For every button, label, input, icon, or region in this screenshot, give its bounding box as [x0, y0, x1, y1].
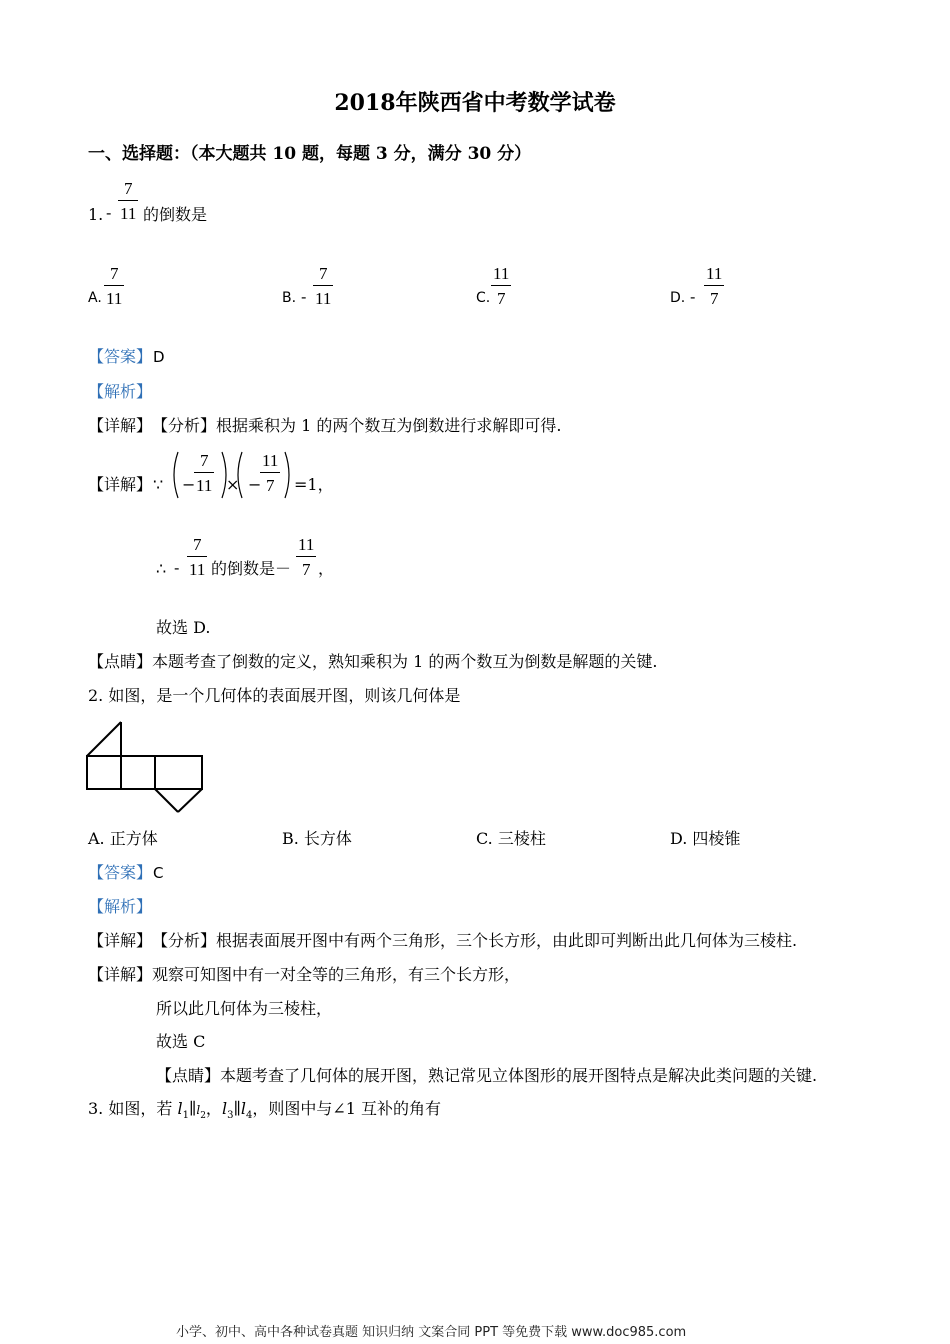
q3-parallel-1: ∥ [188, 1099, 197, 1118]
q1-analysis-line: 【分析】根据乘积为 1 的两个数互为倒数进行求解即可得. [152, 416, 562, 435]
eq-frac-1-num: 7 [199, 451, 209, 470]
therefore-frac-1-num: 7 [192, 535, 202, 554]
q1-answer: D [153, 348, 165, 366]
therefore-frac-2-num: 11 [298, 535, 315, 554]
q1-frac-num: 7 [123, 179, 133, 198]
net-bottom-triangle-left [155, 789, 178, 812]
eq-equals-one: =1， [294, 475, 334, 494]
q2-detail-tag: 【详解】 [88, 965, 153, 984]
eq-frac-2-den: 7 [260, 472, 280, 494]
option-num: 11 [493, 264, 510, 283]
q1-number: 1. [88, 205, 104, 224]
q2-answer: C [153, 864, 164, 882]
q1-comment-tag: 【点睛】 [88, 652, 153, 671]
q2-answer-tag: 【答案】 [88, 863, 153, 882]
q2-choose: 故选 C [156, 1032, 206, 1051]
q1-choose: 故选 D. [156, 618, 211, 637]
q3-sub3: 3 [227, 1110, 234, 1122]
eq-times: × [226, 475, 240, 494]
because-symbol: ∵ [153, 475, 164, 494]
option-fraction [704, 265, 724, 307]
q2-analysis-detail-tag: 【详解】 [88, 931, 153, 950]
q1-analysis-detail-tag: 【详解】 [88, 416, 153, 435]
therefore-frac-1 [187, 536, 207, 578]
q3-l1: l [177, 1099, 183, 1118]
q2-analysis-line: 【分析】根据表面展开图中有两个三角形，三个长方形，由此即可判断出此几何体为三棱柱. [152, 931, 798, 950]
eq-minus-2: − [248, 475, 262, 494]
q3-l3: l [221, 1099, 228, 1118]
q1-answer-tag: 【答案】 [88, 347, 153, 366]
q1-stem-tail: 的倒数是 [143, 205, 208, 224]
q2-comment: 【点睛】本题考查了几何体的展开图，熟记常见立体图形的展开图特点是解决此类问题的关键. [156, 1066, 818, 1085]
footer-text: 小学、初中、高中各种试卷真题 知识归纳 文案合同 PPT 等免费下载 www.doc985.com [176, 1325, 687, 1340]
option-letter: C. [476, 290, 491, 306]
q1-fraction [118, 180, 138, 222]
option-sign: - [301, 287, 307, 306]
q3-sub1: 1 [182, 1110, 189, 1122]
q2-stem: 2. 如图，是一个几何体的表面展开图，则该几何体是 [88, 686, 461, 705]
net-rect-3 [155, 756, 202, 789]
q3-sub4: 4 [245, 1110, 253, 1122]
q3-parallel-2: ∥ [233, 1099, 241, 1118]
therefore-frac-2-den: 7 [296, 556, 316, 578]
eq-minus-1: − [182, 475, 196, 494]
therefore-comma: ， [318, 559, 335, 578]
q2-analysis-tag: 【解析】 [88, 897, 153, 916]
option-letter: B. [282, 290, 297, 306]
option-den: 7 [491, 285, 511, 307]
therefore-frac-1-den: 11 [187, 556, 207, 578]
page-title: 2018年陕西省中考数学试卷 [334, 90, 616, 116]
option-den: 7 [704, 285, 724, 307]
option-letter: D. [670, 290, 686, 306]
q2-option-b: B. 长方体 [282, 829, 352, 848]
therefore-frac-2 [296, 536, 316, 578]
option-num: 7 [109, 264, 119, 283]
q3-l4: l [240, 1099, 246, 1118]
q1-neg-sign: - [106, 203, 112, 222]
eq-frac-1-den: 11 [194, 472, 214, 494]
q3-sub2: 2 [200, 1111, 206, 1122]
option-fraction [491, 265, 511, 307]
q3-sep: ， [205, 1099, 222, 1118]
option-letter: A. [88, 290, 102, 306]
option-sign: - [690, 287, 696, 306]
q3-tail: ，则图中与∠1 互补的角有 [252, 1099, 442, 1118]
option-num: 7 [318, 264, 328, 283]
net-rect-2 [121, 756, 155, 789]
q3-l2: l [196, 1103, 201, 1117]
option-den: 11 [313, 285, 333, 307]
q2-option-a: A. 正方体 [88, 829, 158, 848]
net-rect-1 [87, 756, 121, 789]
therefore-tail: 的倒数是－ [211, 559, 292, 578]
q2-option-d: D. 四棱锥 [670, 829, 741, 848]
q3-stem [88, 1101, 441, 1121]
q2-option-c: C. 三棱柱 [476, 829, 546, 848]
option-fraction [104, 265, 124, 307]
q2-detail-line: 观察可知图中有一对全等的三角形，有三个长方形， [152, 965, 521, 984]
q1-frac-den: 11 [118, 200, 138, 222]
q1-comment: 本题考查了倒数的定义，熟知乘积为 1 的两个数互为倒数是解题的关键. [152, 652, 658, 671]
q2-net-figure [84, 718, 208, 818]
eq-frac-1 [194, 452, 214, 494]
option-den: 11 [104, 285, 124, 307]
therefore-symbol: ∴ [156, 559, 167, 578]
option-num: 11 [706, 264, 723, 283]
section-heading: 一、选择题：（本大题共 10 题，每题 3 分，满分 30 分） [88, 144, 532, 164]
net-top-triangle-hypotenuse [87, 722, 121, 756]
q1-analysis-tag: 【解析】 [88, 382, 153, 401]
option-fraction [313, 265, 333, 307]
q1-detail-tag: 【详解】 [88, 475, 153, 494]
q2-detail-line-2: 所以此几何体为三棱柱， [156, 999, 333, 1018]
q3-prefix: 3. 如图，若 [88, 1099, 178, 1118]
eq-frac-2-num: 11 [262, 451, 279, 470]
therefore-neg: - [174, 558, 180, 577]
net-bottom-triangle-right [178, 789, 202, 812]
eq-frac-2 [260, 452, 280, 494]
